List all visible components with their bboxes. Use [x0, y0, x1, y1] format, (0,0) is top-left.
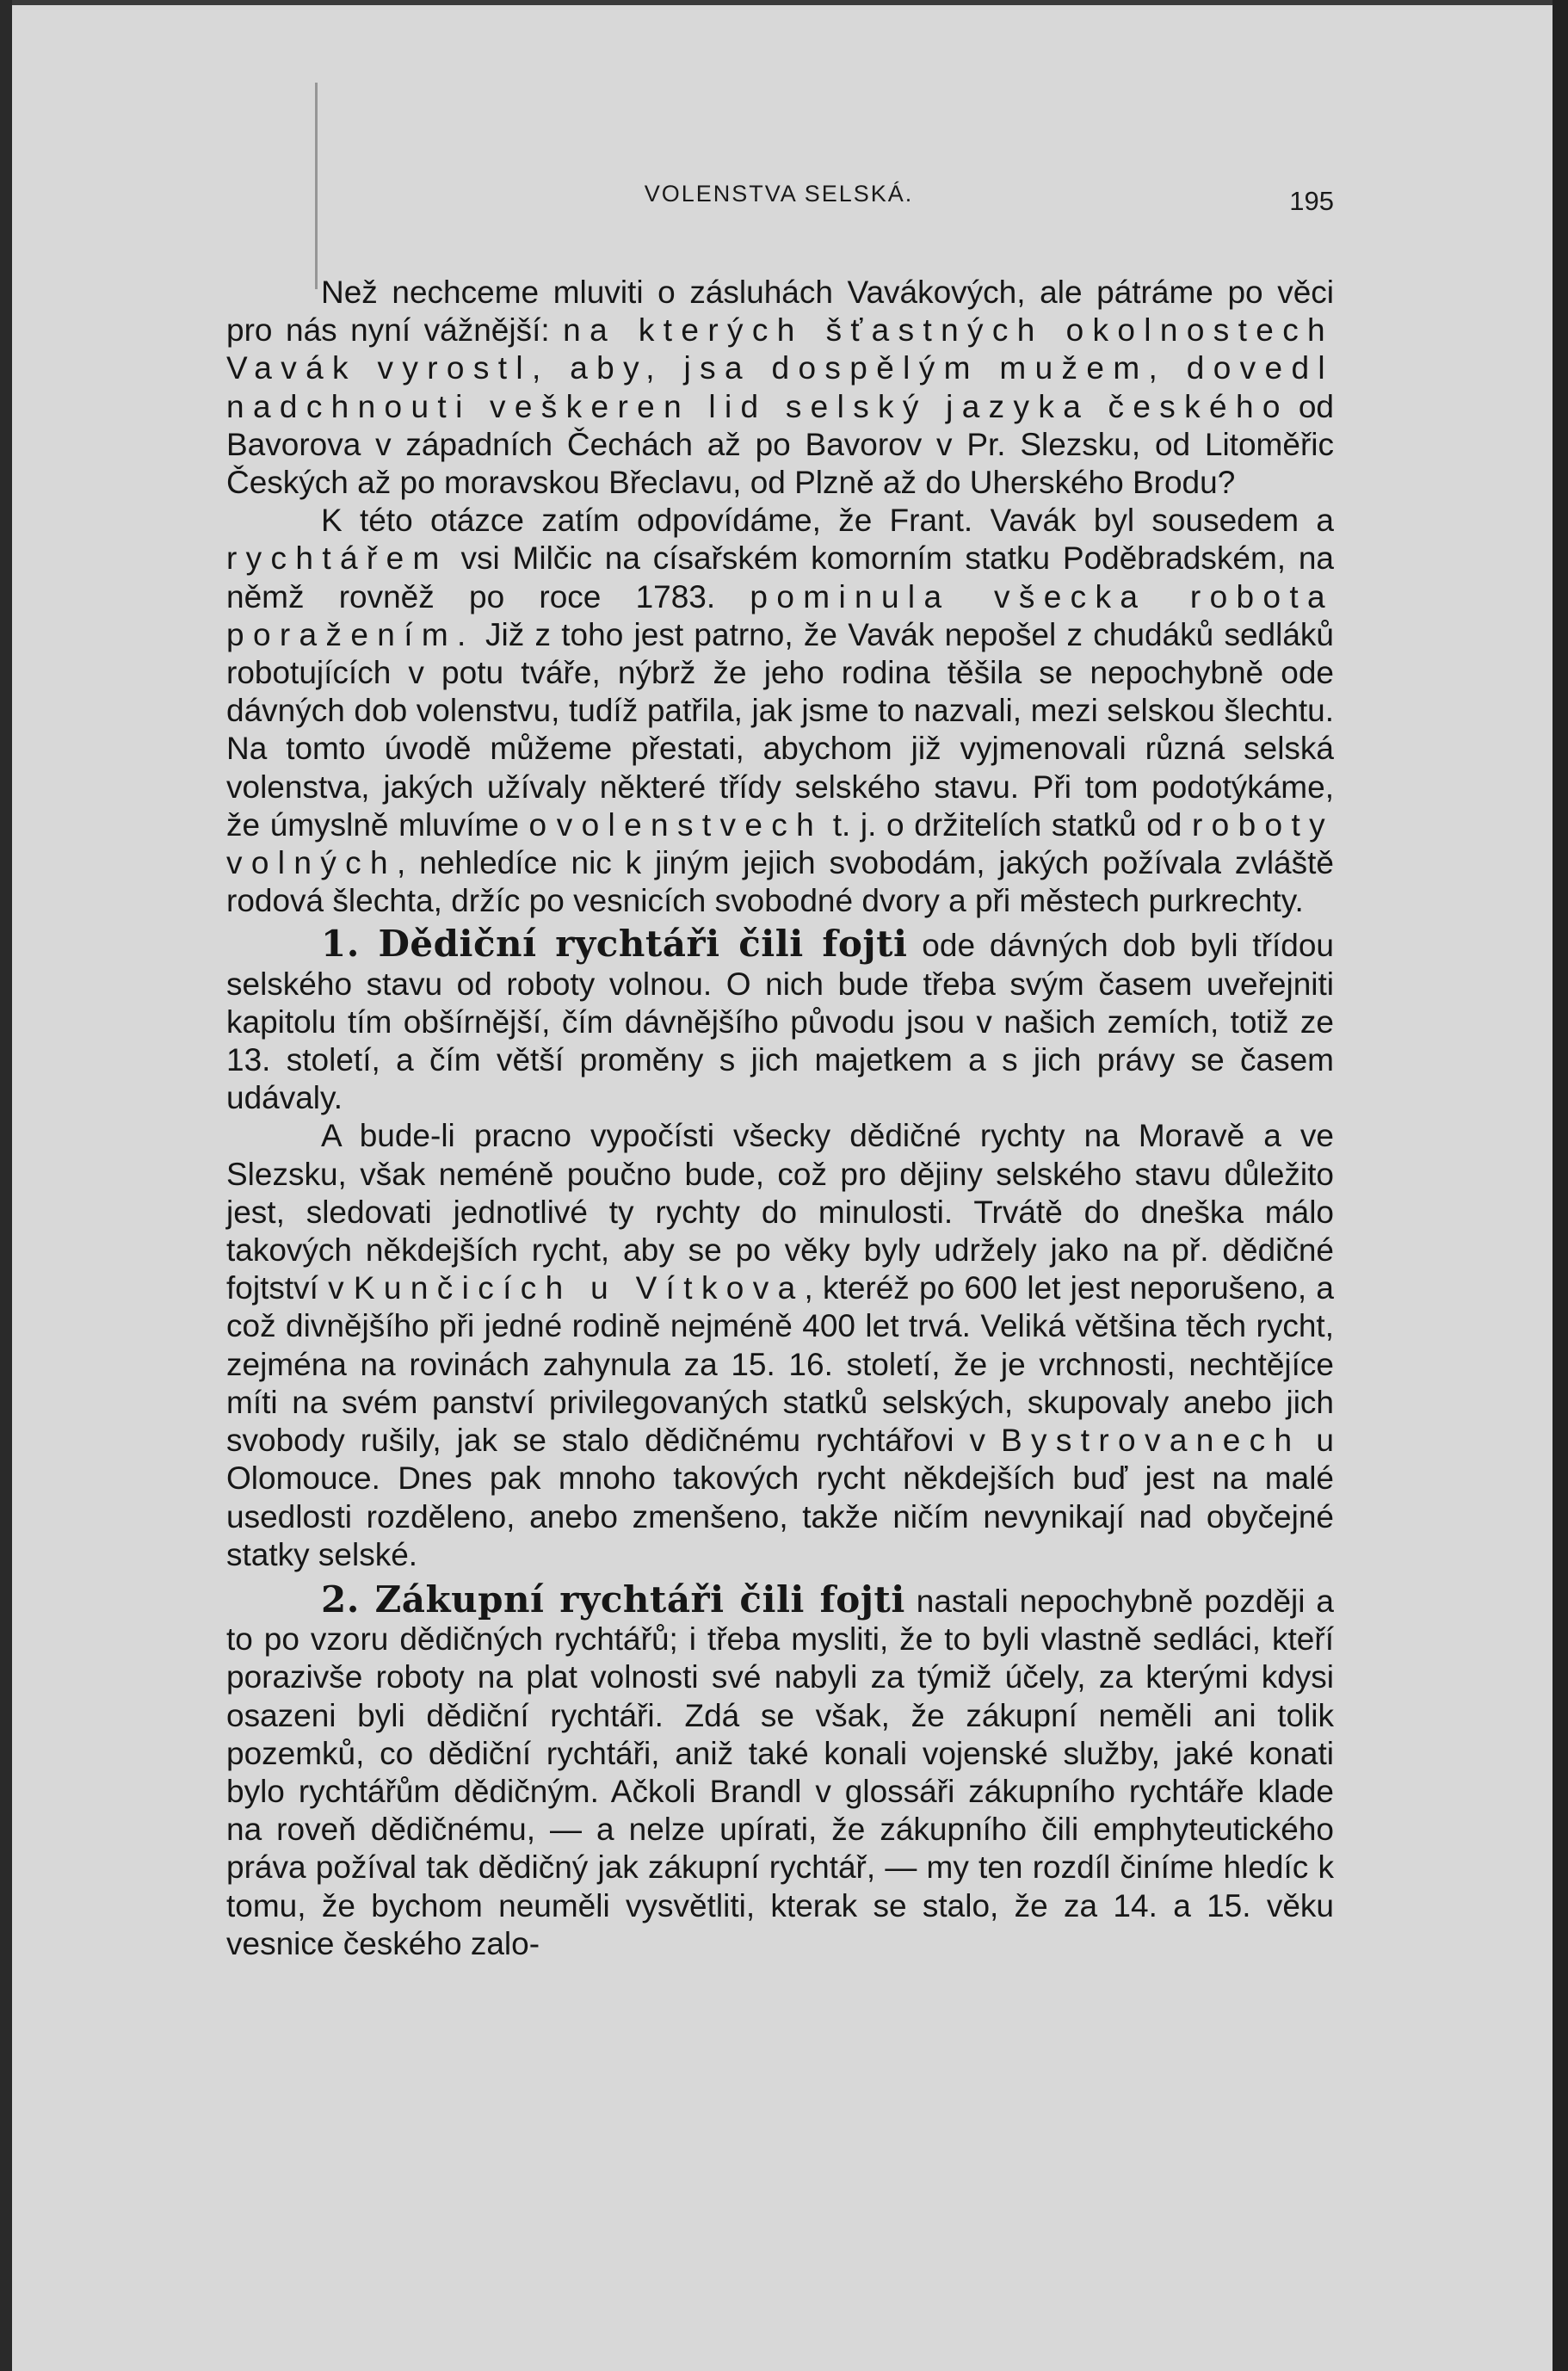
spaced-emphasis: Kunčicích u Vítkova — [353, 1270, 805, 1306]
section-1-heading: 1. Dědiční rychtáři čili fojti — [321, 923, 908, 966]
section-1-text: ode dávných dob byli třídou selského stavu od roboty volnou. O nich bude třeba svým časem uveřejniti kapitolu tím obšírnější, čím dávnějšího původu jsou v našich zemích, totiž ze 13. století, a čím větší proměny s jich majetkem a s jich právy se časem udávaly. — [226, 928, 1335, 1116]
body-text — [226, 274, 1334, 1963]
section-2-text: nastali nepochybně později a to po vzoru dědičných rychtářů; i třeba mysliti, že to byli vlastně sedláci, kteří porazivše roboty na plat volnosti své nabyli za týmiž účely, za kterými kdysi osazeni byli dědiční rychtáři. Zdá se však, že zákupní neměli ani tolik pozemků, co dědiční rychtáři, aniž také konali vojenské služby, jaké konati bylo rychtářům dědičným. Ačkoli Brandl v glossáři zákupního rychtáře klade na roveň dědičnému, — a nelze upírati, že zákupního čili emphyteutického práva požíval tak dědičný jak zákupní rychtář, — my ten rozdíl činíme hledíc k tomu, že bychom neuměli vysvětliti, kterak se stalo, že za 14. a 15. věku vesnice českého zalo- — [226, 1583, 1334, 1961]
paragraph-intro: Než nechceme mluviti o zásluhách Vavákových, ale pátráme po věci pro nás nyní vážnější: na kterých šťastných okolnostech Vavák vyrostl, aby, jsa dospělým mužem, dovedl nadchnouti veškeren lid selský jazyka českého od Bavorova v západních Čechách až po Bavorov v Pr. Slezsku, od Litoměřic Českých až po moravskou Břeclavu, od Plzně až do Uherského Brodu? — [226, 275, 1334, 501]
spaced-emphasis: Bystrovanech — [1000, 1423, 1301, 1459]
scan-border-left — [0, 0, 12, 2371]
running-head — [224, 181, 1334, 224]
running-title: VOLENSTVA SELSKÁ. — [644, 181, 914, 207]
spaced-emphasis: rychtářem — [226, 540, 448, 577]
spaced-emphasis: na kterých šťastných okolnostech Vavák vyrostl, aby, jsa dospělým mužem, dovedl nadchnouti veškeren lid selský jazyka českého — [226, 312, 1334, 424]
spaced-emphasis: roboty volných — [226, 806, 1334, 881]
section-2-heading: 2. Zákupní rychtáři čili fojti — [321, 1578, 905, 1621]
spaced-emphasis: volenstvech — [556, 806, 824, 843]
section-1-paragraph — [226, 925, 1334, 1117]
page-number: 195 — [1289, 186, 1334, 216]
paragraph-answer: K této otázce zatím odpovídáme, že Frant. Vavák byl sousedem a rychtářem vsi Milčic na císařském komorním statku Poděbradském, na němž rovněž po roce 1783. pominula všecka robota poražením. Již z toho jest patrno, že Vavák nepošel z chudáků sedláků robotujících v potu tváře, nýbrž že jeho rodina těšila se nepochybně ode dávných dob volenstvu, tudíž patřila, jak jsme to nazvali, mezi selskou šlechtu. Na tomto úvodě můžeme přestati, abychom již vyjmenovali různá selská volenstva, jakých užívaly některé třídy selského stavu. Při tom podotýkáme, že úmyslně mluvíme o volenstvech t. j. o držitelích statků od roboty volných, nehledíce nic k jiným jejich svobodám, jakých požívala zvláště rodová šlechta, držíc po vesnicích svobodné dvory a při městech purkrechty. — [226, 503, 1334, 919]
spaced-emphasis: pominula všecka robota poražením. — [226, 578, 1334, 652]
section-2-paragraph — [226, 1578, 1334, 1963]
scan-border-right — [1553, 0, 1568, 2371]
section-1-paragraph-2: A bude-li pracno vypočísti všecky dědičné rychty na Moravě a ve Slezsku, však neméně poučno bude, což pro dějiny selského stavu důležito jest, sledovati jednotlivé ty rychty do minulosti. Trvátě do dneška málo takových někdejších rycht, aby se po věky byly udržely jako na př. dědičné fojtství v Kunčicích u Vítkova, kteréž po 600 let jest neporušeno, a což divnějšího při jedné rodině nejméně 400 let trvá. Veliká většina těch rycht, zejména na rovinách zahynula za 15. 16. století, že je vrchnosti, nechtějíce míti na svém panství privilegovaných statků selských, skupovaly anebo jich svobody rušily, jak se stalo dědičnému rychtářovi v Bystrovanech u Olomouce. Dnes pak mnoho takových rycht někdejších buď jest na malé usedlosti rozděleno, anebo zmenšeno, takže ničím nevynikají nad obyčejné statky selské. — [226, 1118, 1334, 1572]
